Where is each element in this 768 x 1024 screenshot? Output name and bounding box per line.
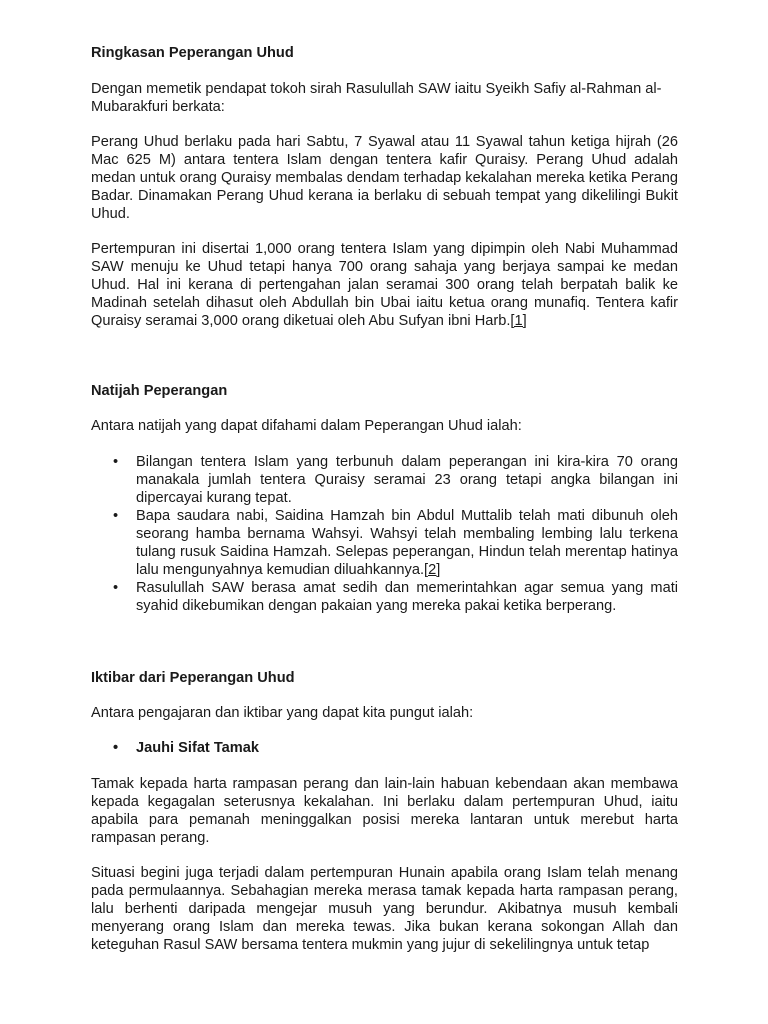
section-title-natijah: Natijah Peperangan <box>91 383 228 399</box>
paragraph-pertempuran <box>91 240 678 330</box>
section-title-ringkasan: Ringkasan Peperangan Uhud <box>91 45 294 61</box>
section-title-iktibar: Iktibar dari Peperangan Uhud <box>91 670 295 686</box>
natijah-list <box>91 453 678 615</box>
intro-paragraph: Dengan memetik pendapat tokoh sirah Rasulullah SAW iaitu Syeikh Safiy al-Rahman al-Mubarakfuri berkata: <box>91 81 662 115</box>
footnote-link-2[interactable]: [2] <box>424 562 441 578</box>
paragraph-hunain: Situasi begini juga terjadi dalam pertempuran Hunain apabila orang Islam telah menang pada permulaannya. Sebahagian mereka merasa tamak kepada harta rampasan perang, lalu berhenti daripada mengejar musuh yang berundur. Akibatnya musuh kembali menyerang orang Islam dan mereka tewas. Jika bukan kerana sokongan Allah dan keteguhan Rasul SAW bersama tentera mukmin yang jujur di sekelilingnya untuk tetap <box>91 865 678 953</box>
list-item <box>91 507 678 579</box>
paragraph-tamak: Tamak kepada harta rampasan perang dan lain-lain habuan kebendaan akan membawa kepada kegagalan seterusnya kekalahan. Ini berlaku dalam pertempuran Uhud, iaitu apabila para pemanah meninggalkan posisi mereka lantaran untuk merebut harta rampasan perang. <box>91 776 678 846</box>
paragraph-perang-uhud: Perang Uhud berlaku pada hari Sabtu, 7 Syawal atau 11 Syawal tahun ketiga hijrah (26 Mac 625 M) antara tentera Islam dengan tentera kafir Quraisy. Perang Uhud adalah medan untuk orang Quraisy membalas dendam terhadap kekalahan mereka ketika Perang Badar. Dinamakan Perang Uhud kerana ia berlaku di sebuah tempat yang dikelilingi Bukit Uhud. <box>91 134 678 222</box>
list-item: • Bilangan tentera Islam yang terbunuh dalam peperangan ini kira-kira 70 orang manakala jumlah tentera Quraisy seramai 23 orang tetapi angka bilangan ini dipercayai kurang tepat. <box>91 453 678 507</box>
list-item-text: Bapa saudara nabi, Saidina Hamzah bin Abdul Muttalib telah mati dibunuh oleh seorang hamba bernama Wahsyi. Wahsyi telah membaling lembing lalu terkena tulang rusuk Saidina Hamzah. Selepas peperangan, Hindun telah merentap hatinya lalu mengunyahnya kemudian diluahkannya. <box>136 508 678 578</box>
list-item: • Rasulullah SAW berasa amat sedih dan memerintahkan agar semua yang mati syahid dikebumikan dengan pakaian yang mereka pakai ketika berperang. <box>91 579 678 615</box>
footnote-link-1[interactable]: [1] <box>510 313 527 329</box>
natijah-intro: Antara natijah yang dapat difahami dalam Peperangan Uhud ialah: <box>91 418 522 434</box>
iktibar-intro: Antara pengajaran dan iktibar yang dapat kita pungut ialah: <box>91 705 474 721</box>
paragraph-pertempuran-text: Pertempuran ini disertai 1,000 orang tentera Islam yang dipimpin oleh Nabi Muhammad SAW menuju ke Uhud tetapi hanya 700 orang sahaja yang berjaya sampai ke medan Uhud. Hal ini kerana di pertengahan jalan seramai 300 orang telah berpatah balik ke Madinah setelah dihasut oleh Abdullah bin Ubai iaitu ketua orang munafiq. Tentera kafir Quraisy seramai 3,000 orang diketuai oleh Abu Sufyan ibni Harb. <box>91 241 678 329</box>
list-item: • Jauhi Sifat Tamak <box>91 739 678 757</box>
iktibar-list <box>91 739 678 757</box>
